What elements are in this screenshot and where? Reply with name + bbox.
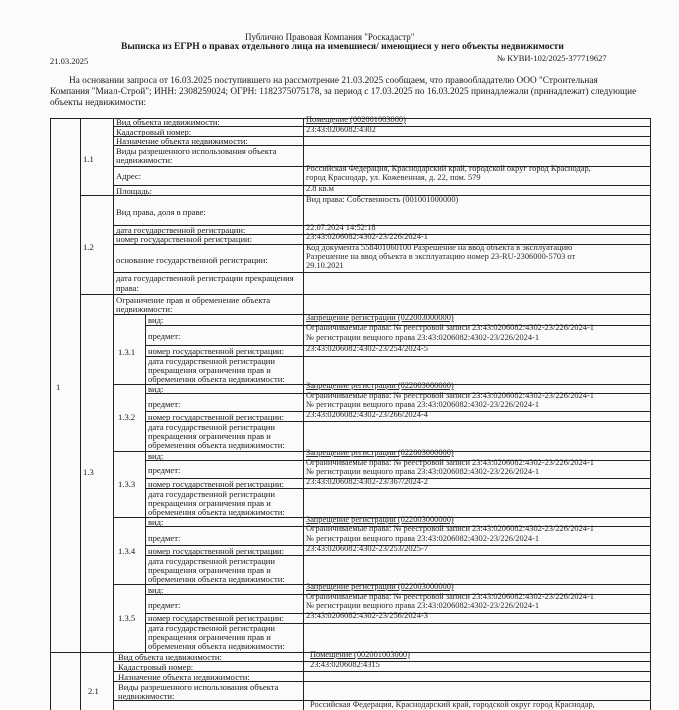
value-enc-reg-number: 23:43:0206082:4302-23/256/2024-3 — [306, 611, 428, 620]
value-enc-reg-number: 23:43:0206082:4302-23/253/2025-7 — [306, 544, 428, 553]
intro-line-3: объекты недвижимости: — [50, 98, 147, 108]
value-cadastral-number: 23:43:0206082:4315 — [310, 660, 380, 669]
value-enc-reg-number: 23:43:0206082:4302-23/266/2024-4 — [306, 410, 428, 419]
label-enc-term-2: прекращения ограничения прав и — [148, 365, 271, 375]
label-enc-term-2: прекращения ограничения прав и — [148, 632, 271, 642]
value-reg-basis-1: Код документа 558401060100 Разрешение на ввод объекта в эксплуатацию — [306, 243, 573, 252]
value-subject-1: Ограничиваемые права: № реестровой записи 23:43:0206082:4302-23/226/2024-1 — [306, 323, 594, 332]
document-date: 21.03.2025 — [50, 56, 89, 66]
label-permitted-use-1: Виды разрешенного использования объекта — [116, 146, 277, 156]
label-term-date-2: права: — [116, 283, 139, 293]
value-object-type: Помещение (002001003000) — [306, 115, 406, 124]
section-number-2-1: 2.1 — [88, 686, 99, 696]
value-enc-reg-number: 23:43:0206082:4302-23/254/2024-5 — [306, 344, 428, 353]
value-subject-1: Ограничиваемые права: № реестровой записи 23:43:0206082:4302-23/226/2024-1 — [306, 524, 594, 533]
value-subject-1: Ограничиваемые права: № реестровой записи 23:43:0206082:4302-23/226/2024-1 — [306, 458, 594, 467]
label-restriction-2: недвижимости: — [116, 304, 173, 314]
label-enc-term-3: обременения объекта недвижимости: — [148, 574, 285, 584]
label-subject: предмет: — [148, 533, 181, 543]
value-subject-1: Ограничиваемые права: № реестровой записи 23:43:0206082:4302-23/226/2024-1 — [306, 391, 594, 400]
label-area: Площадь: — [116, 186, 152, 196]
label-purpose: Назначение объекта недвижимости: — [116, 136, 248, 146]
label-kind: вид: — [148, 315, 164, 325]
label-reg-number: номер государственной регистрации: — [116, 234, 253, 244]
label-subject: предмет: — [148, 331, 181, 341]
label-subject: предмет: — [148, 465, 181, 475]
section-number-1-2: 1.2 — [83, 242, 94, 252]
value-subject-2: № регистрации вещного права 23:43:0206082:4302-23/226/2024-1 — [306, 601, 540, 610]
label-enc-reg-number: номер государственной регистрации: — [148, 613, 285, 623]
value-area: 2.8 кв.м — [306, 184, 334, 193]
value-enc-reg-number: 23:43:0206082:4302-23/367/2024-2 — [306, 477, 428, 486]
value-reg-date: 22.07.2024 14:52:18 — [306, 223, 376, 232]
label-enc-term-1: дата государственной регистрации — [148, 623, 276, 633]
label-enc-term-2: прекращения ограничения прав и — [148, 565, 271, 575]
label-permitted-use-2: недвижимости: — [116, 155, 173, 165]
label-purpose: Назначение объекта недвижимости: — [118, 672, 250, 682]
section-number-1-3-4: 1.3.4 — [118, 546, 136, 556]
value-subject-1: Ограничиваемые права: № реестровой записи 23:43:0206082:4302-23/226/2024-1 — [306, 592, 594, 601]
document-title: Выписка из ЕГРН о правах отдельного лица на имевшиеся/ имеющиеся у него объекты недвижимости — [121, 42, 564, 52]
label-enc-term-2: прекращения ограничения прав и — [148, 431, 271, 441]
label-restriction-1: Ограничение прав и обременение объекта — [116, 295, 271, 305]
value-kind: Запрещение регистрации (022003000000) — [306, 313, 454, 322]
value-subject-2: № регистрации вещного права 23:43:0206082:4302-23/226/2024-1 — [306, 467, 540, 476]
label-enc-term-1: дата государственной регистрации — [148, 356, 276, 366]
section-number-1-3-5: 1.3.5 — [118, 613, 136, 623]
value-kind: Запрещение регистрации (022003000000) — [306, 381, 454, 390]
label-address: Адрес: — [116, 171, 142, 181]
value-subject-2: № регистрации вещного права 23:43:0206082:4302-23/226/2024-1 — [306, 333, 540, 342]
label-enc-reg-number: номер государственной регистрации: — [148, 546, 285, 556]
value-right-type: Вид права: Собственность (001001000000) — [306, 195, 459, 204]
label-kind: вид: — [148, 585, 164, 595]
label-kind: вид: — [148, 451, 164, 461]
value-kind: Запрещение регистрации (022003000000) — [306, 448, 454, 457]
label-enc-reg-number: номер государственной регистрации: — [148, 346, 285, 356]
label-subject: предмет: — [148, 600, 181, 610]
value-object-type: Помещение (002001003000) — [310, 650, 410, 659]
value-kind: Запрещение регистрации (022003000000) — [306, 582, 454, 591]
intro-line-2: Компания "Миал-Строй"; ИНН: 2308259024; ОГРН: 1182375075178, за период с 17.03.2025 по 16.03.2025 принадлежали (принадлежат) следующие — [50, 87, 637, 97]
label-reg-date: дата государственной регистрации: — [116, 225, 246, 235]
label-enc-term-1: дата государственной регистрации — [148, 556, 276, 566]
value-reg-number: 23:43:0206082:4302-23/226/2024-1 — [306, 232, 428, 241]
label-kind: вид: — [148, 384, 164, 394]
label-enc-term-1: дата государственной регистрации — [148, 422, 276, 432]
value-address-line-2: город Краснодар, ул. Кожевенная, д. 22, пом. 579 — [306, 173, 481, 182]
label-cadastral-number: Кадастровый номер: — [118, 662, 194, 672]
label-kind: вид: — [148, 517, 164, 527]
value-reg-basis-2: Разрешение на ввод объекта в эксплуатацию номер 23-RU-2306000-5703 от — [306, 252, 576, 261]
label-enc-term-3: обременения объекта недвижимости: — [148, 440, 285, 450]
section-number-1-1: 1.1 — [83, 154, 94, 164]
value-address-line-1: Российская Федерация, Краснодарский край, городской округ город Краснодар, — [306, 164, 591, 173]
value-cadastral-number: 23:43:0206082:4302 — [306, 125, 376, 134]
label-right-type: Вид права, доля в праве: — [116, 207, 206, 217]
value-kind: Запрещение регистрации (022003000000) — [306, 515, 454, 524]
value-subject-2: № регистрации вещного права 23:43:0206082:4302-23/226/2024-1 — [306, 534, 540, 543]
section-number-1-3-3: 1.3.3 — [118, 479, 136, 489]
value-reg-basis-3: 29.10.2021 — [306, 261, 344, 270]
label-object-type: Вид объекта недвижимости: — [118, 652, 222, 662]
label-term-date-1: дата государственной регистрации прекращения — [116, 273, 294, 283]
label-permitted-use-1: Виды разрешенного использования объекта — [118, 682, 279, 692]
section-number-1-3: 1.3 — [83, 467, 94, 477]
label-enc-term-3: обременения объекта недвижимости: — [148, 641, 285, 651]
section-number-1-3-2: 1.3.2 — [118, 412, 136, 422]
value-address-line-1: Российская Федерация, Краснодарский край, городской округ город Краснодар, — [310, 700, 595, 709]
label-object-type: Вид объекта недвижимости: — [116, 117, 220, 127]
label-enc-term-3: обременения объекта недвижимости: — [148, 507, 285, 517]
section-number-1-3-1: 1.3.1 — [118, 347, 136, 357]
section-number-1: 1 — [56, 382, 61, 392]
value-subject-2: № регистрации вещного права 23:43:0206082:4302-23/226/2024-1 — [306, 400, 540, 409]
document-number: № КУВИ-102/2025-377719627 — [497, 53, 607, 63]
label-cadastral-number: Кадастровый номер: — [116, 127, 192, 137]
label-enc-term-2: прекращения ограничения прав и — [148, 498, 271, 508]
label-reg-basis: основание государственной регистрации: — [116, 255, 268, 265]
label-enc-reg-number: номер государственной регистрации: — [148, 412, 285, 422]
label-enc-term-1: дата государственной регистрации — [148, 489, 276, 499]
label-subject: предмет: — [148, 399, 181, 409]
label-enc-term-3: обременения объекта недвижимости: — [148, 374, 285, 384]
label-permitted-use-2: недвижимости: — [118, 691, 175, 701]
organization-name: Публично Правовая Компания "Роскадастр" — [245, 32, 415, 42]
label-enc-reg-number: номер государственной регистрации: — [148, 479, 285, 489]
intro-line-1: На основании запроса от 16.03.2025 поступившего на рассмотрение 21.03.2025 сообщаем, что правообладателю ООО "Строительная — [69, 76, 598, 86]
